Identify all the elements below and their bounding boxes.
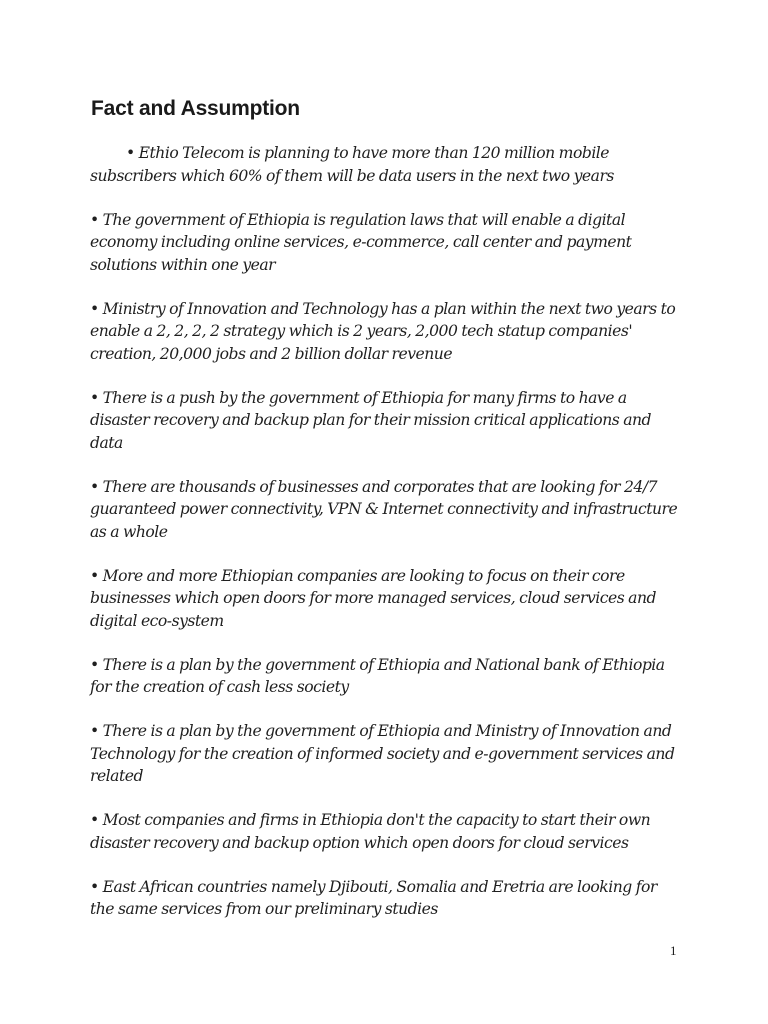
list-item: • There is a push by the government of Ethiopia for many firms to have a disaster recovery and backup plan for their mission critical applications and data: [90, 388, 652, 452]
list-item: • East African countries namely Djibouti, Somalia and Eretria are looking for the same services from our preliminary studies: [90, 877, 657, 918]
page-title: Fact and Assumption: [91, 97, 300, 120]
list-item: • There is a plan by the government of Ethiopia and Ministry of Innovation and Technology for the creation of informed society and e-government services and related: [90, 722, 675, 785]
list-item: • Ministry of Innovation and Technology has a plan within the next two years to enable a 2, 2, 2, 2 strategy which is 2 years, 2,000 tech statup companies' creation, 20,000 jobs and 2 billion dollar revenue: [90, 299, 676, 363]
bullet-list: [90, 142, 680, 942]
list-item: • There is a plan by the government of Ethiopia and National bank of Ethiopia for the creation of cash less society: [90, 655, 665, 696]
list-item: • There are thousands of businesses and corporates that are looking for 24/7 guaranteed power connectivity, VPN & Internet connectivity and infrastructure as a whole: [90, 477, 678, 541]
list-item: • The government of Ethiopia is regulation laws that will enable a digital economy including online services, e-commerce, call center and payment solutions within one year: [90, 210, 632, 274]
list-item: • Ethio Telecom is planning to have more than 120 million mobile subscribers which 60% of them will be data users in the next two years: [90, 144, 614, 185]
page-number: 1: [670, 943, 677, 958]
list-item: • More and more Ethiopian companies are looking to focus on their core businesses which open doors for more managed services, cloud services and digital eco-system: [90, 566, 656, 630]
list-item: • Most companies and firms in Ethiopia don't the capacity to start their own disaster recovery and backup option which open doors for cloud services: [90, 811, 651, 852]
